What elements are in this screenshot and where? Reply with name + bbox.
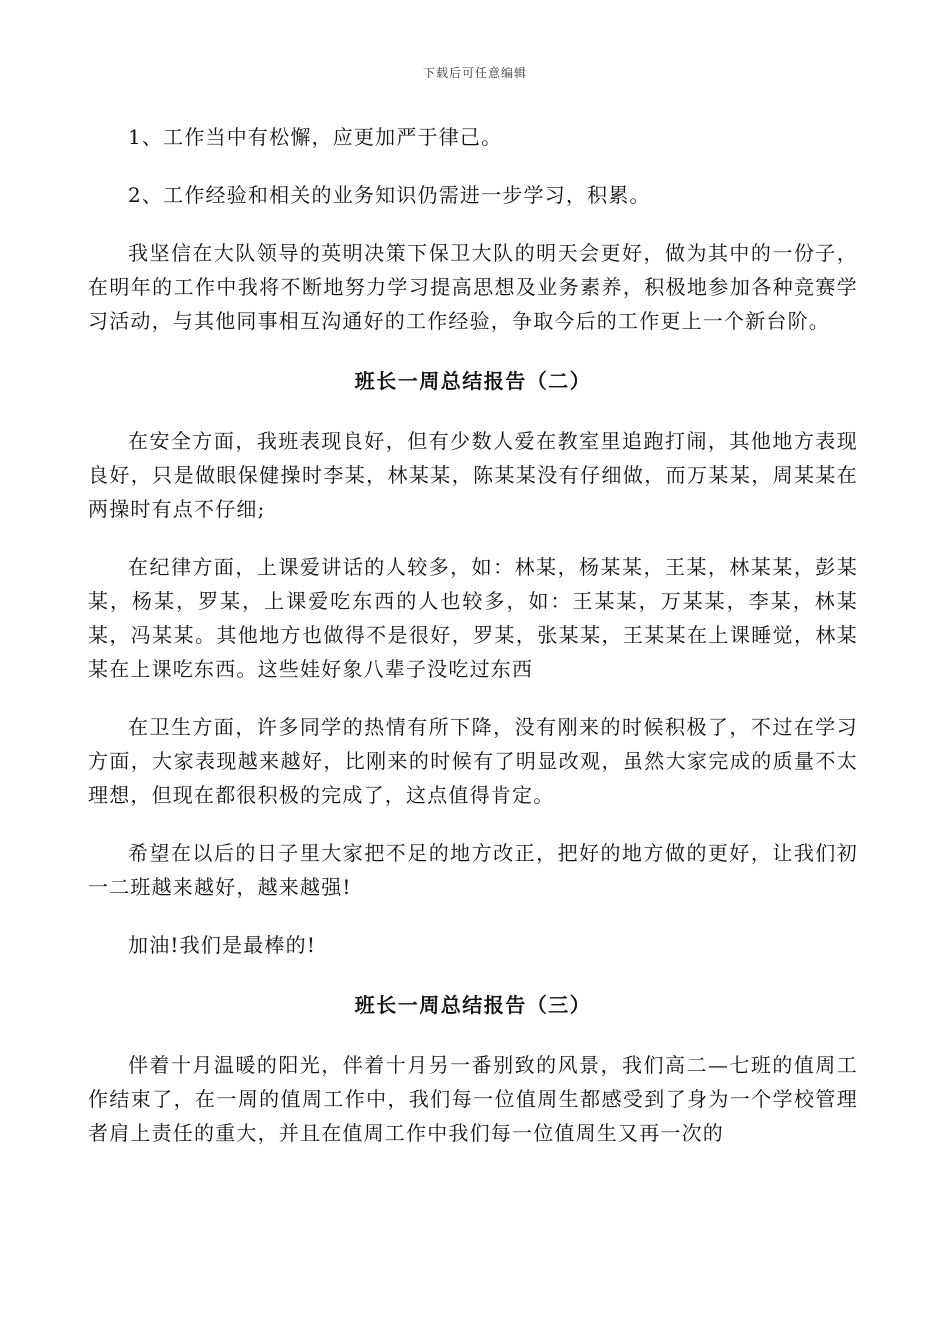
paragraph: 希望在以后的日子里大家把不足的地方改正，把好的地方做的更好，让我们初一二班越来越好，越来越强! <box>88 841 858 899</box>
paragraph: 我坚信在大队领导的英明决策下保卫大队的明天会更好，做为其中的一份子，在明年的工作中我将不断地努力学习提高思想及业务素养，积极地参加各种竞赛学习活动，与其他同事相互沟通好的工作经验，争取今后的工作更上一个新台阶。 <box>88 241 858 333</box>
paragraph: 加油!我们是最棒的! <box>128 933 317 957</box>
paragraph: 2、工作经验和相关的业务知识仍需进一步学习，积累。 <box>128 183 651 207</box>
document-body <box>88 120 858 1150</box>
paragraph: 1、工作当中有松懈，应更加严于律己。 <box>128 125 503 149</box>
section-heading: 班长一周总结报告（三） <box>354 993 592 1017</box>
paragraph: 在安全方面，我班表现良好，但有少数人爱在教室里追跑打闹，其他地方表现良好，只是做眼保健操时李某，林某某，陈某某没有仔细做，而万某某，周某某在两操时有点不仔细; <box>88 429 858 521</box>
paragraph: 伴着十月温暖的阳光，伴着十月另一番别致的风景，我们高二—七班的值周工作结束了，在一周的值周工作中，我们每一位值周生都感受到了身为一个学校管理者肩上责任的重大，并且在值周工作中我们每一位值周生又再一次的 <box>88 1053 858 1145</box>
section-heading: 班长一周总结报告（二） <box>354 369 592 393</box>
paragraph: 在卫生方面，许多同学的热情有所下降，没有刚来的时候积极了，不过在学习方面，大家表现越来越好，比刚来的时候有了明显改观，虽然大家完成的质量不太理想，但现在都很积极的完成了，这点值得肯定。 <box>88 715 858 807</box>
header-note: 下载后可任意编辑 <box>422 66 527 80</box>
paragraph: 在纪律方面，上课爱讲话的人较多，如：林某，杨某某，王某，林某某，彭某某，杨某，罗某，上课爱吃东西的人也较多，如：王某某，万某某，李某，林某某，冯某某。其他地方也做得不是很好，罗某，张某某，王某某在上课睡觉，林某某在上课吃东西。这些娃好象八辈子没吃过东西 <box>88 555 858 681</box>
